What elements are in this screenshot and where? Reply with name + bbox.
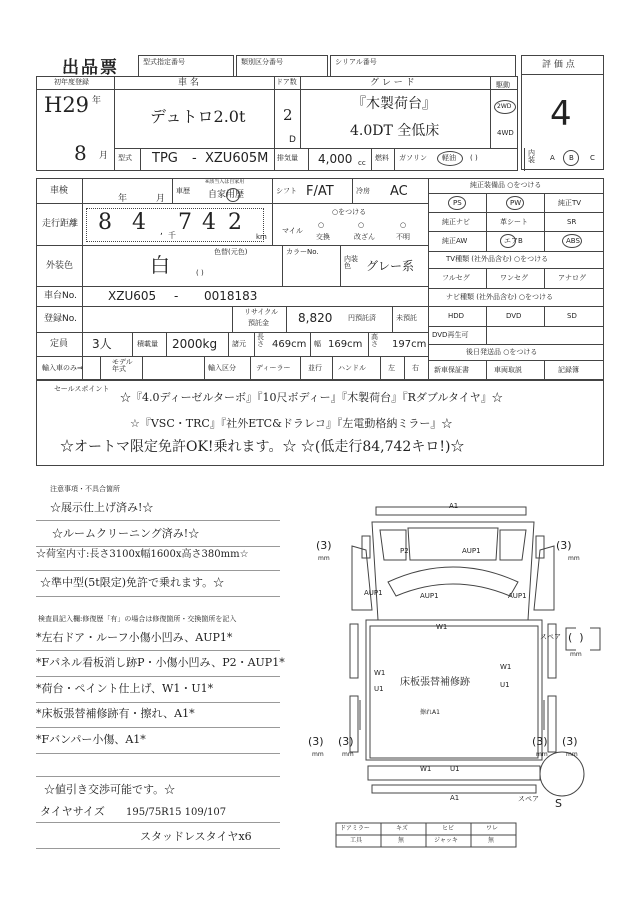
chassis-value: XZU605 xyxy=(108,289,157,303)
fuel-label: 燃料 xyxy=(375,154,389,162)
disp-label: 排気量 xyxy=(277,154,298,162)
note-2: ☆ルームクリーニング済み!☆ xyxy=(52,527,200,540)
diag-rub: 擦れA1 xyxy=(420,709,440,716)
mileage-tsukeru: ○をつける xyxy=(332,208,367,216)
registration-label: 登録No. xyxy=(44,314,77,324)
fuel-gasoline[interactable]: ガソリン xyxy=(399,154,427,162)
inspector-label: 検査員記入欄:修復歴「有」の場合は修復箇所・交換箇所を記入 xyxy=(38,615,237,623)
tire-rl2-unit: mm xyxy=(342,751,354,758)
type-no-label: 型式指定番号 xyxy=(143,58,185,66)
equip-tv[interactable]: 純正TV xyxy=(558,199,582,207)
hgt-label: 高さ xyxy=(371,333,378,348)
tv-analog[interactable]: アナログ xyxy=(558,274,586,282)
model-value: XZU605M xyxy=(205,151,269,166)
diag-spare2-value: S xyxy=(555,797,562,810)
recycle-label-2: 預託金 xyxy=(248,319,269,327)
grade-line2: 4.0DT 全低床 xyxy=(350,123,440,139)
diag-floor: 床板張替補修跡 xyxy=(400,677,470,688)
diag-w1-left: W1 xyxy=(374,669,386,677)
shift-label: シフト xyxy=(276,187,297,195)
navi-dvd[interactable]: DVD xyxy=(506,312,522,320)
exterior-color: 白 xyxy=(150,253,170,277)
diag-w1-bottom: W1 xyxy=(420,765,432,773)
colorno2-label: カラーNo. xyxy=(286,248,319,256)
tire-rl2-value: (3) xyxy=(338,735,354,748)
wid-value: 169cm xyxy=(328,339,363,350)
note-1: ☆展示仕上げ済み!☆ xyxy=(50,501,154,514)
sales-label: セールスポイント xyxy=(54,385,110,393)
drive-4wd[interactable]: 4WD xyxy=(497,129,514,137)
tire-rr1-unit: mm xyxy=(536,751,548,758)
mileage-unit: km xyxy=(256,233,267,241)
tool-r2: 無 xyxy=(398,837,405,844)
history-value: 自家用歴 xyxy=(208,190,245,200)
load-value: 2000kg xyxy=(172,337,218,351)
handle-left[interactable]: 左 xyxy=(388,364,395,372)
interior-b: B xyxy=(569,154,574,162)
fuel-other: ( ) xyxy=(470,154,478,162)
grade-label: グ レ ー ド xyxy=(370,78,415,88)
recycle-value: 8,820 xyxy=(298,311,333,325)
score-value: 4 xyxy=(550,94,572,134)
diag-p2: P2 xyxy=(400,547,409,555)
tool-h3: ヒビ xyxy=(442,825,455,832)
diag-w1-top: W1 xyxy=(436,623,448,631)
recycle-unit: 円預託済 xyxy=(348,314,376,322)
shaken-month-unit: 月 xyxy=(156,194,166,204)
model-prefix: TPG xyxy=(152,151,178,166)
chassis-number: 0018183 xyxy=(204,289,258,303)
mileage-digit-5: 2 xyxy=(228,210,242,235)
diag-a1-bottom: A1 xyxy=(450,794,460,802)
mileage-thousand: 千 xyxy=(168,231,176,240)
tire-rr2-unit: mm xyxy=(566,751,578,758)
first-reg-label: 初年度登録 xyxy=(54,78,89,86)
interior-color: グレー系 xyxy=(366,259,415,273)
recycle-unpaid[interactable]: 未預託 xyxy=(396,314,417,322)
dealer-option[interactable]: ディーラー xyxy=(256,364,291,372)
mileage-label: 走行距離 xyxy=(42,219,79,229)
car-name-label: 車 名 xyxy=(178,78,199,88)
tire-rr2-value: (3) xyxy=(562,735,578,748)
tool-h2: キズ xyxy=(396,825,408,832)
inspector-item-2: *Fパネル看板消し跡P・小傷小凹み、P2・AUP1* xyxy=(36,656,285,669)
chassis-dash: - xyxy=(174,289,179,303)
handle-label: ハンドル xyxy=(338,364,366,372)
opt-tampered[interactable]: 改ざん xyxy=(354,233,375,241)
note-3: ☆荷室内寸:長さ3100x幅1600x高さ380mm☆ xyxy=(36,549,249,560)
diag-spare-label: スペア xyxy=(540,633,561,641)
doors-value: 2 xyxy=(283,106,293,124)
inspector-item-5: *Fバンパー小傷、A1* xyxy=(36,733,146,746)
tool-r4: 無 xyxy=(488,837,495,844)
hgt-value: 197cm xyxy=(392,339,427,350)
mileage-digit-2: 4 xyxy=(132,210,146,235)
after-manual[interactable]: 車両取説 xyxy=(494,366,522,374)
mileage-digit-1: 8 xyxy=(98,210,112,235)
after-title: 後日発送品 ○をつける xyxy=(466,348,538,356)
len-value: 469cm xyxy=(272,339,307,350)
tool-r1: 工具 xyxy=(350,837,363,844)
sales-line1: ☆『4.0ディーゼルターボ』『10尺ボディー』『木製荷台』『Rダブルタイヤ』☆ xyxy=(120,391,503,404)
model-dash: - xyxy=(192,151,197,166)
first-reg-era: H29 xyxy=(44,93,90,117)
equip-leather[interactable]: 革シート xyxy=(500,218,528,226)
diag-a1-top: A1 xyxy=(449,502,459,510)
equip-navi[interactable]: 純正ナビ xyxy=(442,218,470,226)
fuel-diesel: 軽油 xyxy=(442,154,456,162)
car-name: デュトロ2.0t xyxy=(150,107,246,126)
history-note: ※該当入は自家用 xyxy=(205,179,245,185)
capacity-value: 3人 xyxy=(92,337,112,351)
mileage-digit-3: 7 xyxy=(178,210,192,235)
interior-a[interactable]: A xyxy=(550,154,555,162)
tv-full[interactable]: フルセグ xyxy=(442,274,470,282)
inspector-item-4: *床板張替補修跡有・擦れ、A1* xyxy=(36,707,195,720)
interior-c[interactable]: C xyxy=(590,154,595,162)
notes-label: 注意事項・不具合箇所 xyxy=(50,485,120,493)
tire-rl1-unit: mm xyxy=(312,751,324,758)
len-label: 長さ xyxy=(257,333,264,348)
year-unit: 年 xyxy=(92,96,102,106)
tire-rr1-value: (3) xyxy=(532,735,548,748)
tire-rl1-value: (3) xyxy=(308,735,324,748)
navi-sd[interactable]: SD xyxy=(567,312,577,320)
opt-swap[interactable]: 交換 xyxy=(316,233,330,241)
tire-size: 195/75R15 109/107 xyxy=(126,807,227,818)
shaken-year-unit: 年 xyxy=(118,194,128,204)
spare-unit: mm xyxy=(570,651,582,658)
mile-label[interactable]: マイル xyxy=(282,227,303,235)
parallel-option[interactable]: 並行 xyxy=(308,364,322,372)
sales-line3: ☆オートマ限定免許OK!乗れます。☆ ☆(低走行84,742キロ!)☆ xyxy=(60,439,465,455)
diag-u1-left: U1 xyxy=(374,685,384,693)
tire-fl-value: (3) xyxy=(316,539,332,552)
doors-label: ドア数 xyxy=(276,78,297,86)
import-label: 輸入車のみ⇒ xyxy=(42,364,83,372)
history-label: 車歴 xyxy=(176,187,190,195)
equip-aw[interactable]: 純正AW xyxy=(442,237,468,245)
sales-line2: ☆『VSC・TRC』『社外ETC&ドラレコ』『左電動格納ミラー』☆ xyxy=(130,417,453,430)
model-label: 型式 xyxy=(118,154,132,162)
capacity-label: 定員 xyxy=(50,339,69,349)
tool-h1: ドアミラー xyxy=(340,825,370,832)
disp-unit: cc xyxy=(358,159,366,167)
diag-aup1-cab: AUP1 xyxy=(462,547,481,555)
exterior-label: 外装色 xyxy=(46,261,74,271)
equip-sr[interactable]: SR xyxy=(567,218,577,226)
equip-abs: ABS xyxy=(566,237,580,245)
colorno-label: 色替(元色) xyxy=(214,248,248,256)
color-paren: ( ) xyxy=(196,269,204,277)
navi-title: ナビ種類 (社外品含む) ○をつける xyxy=(446,293,554,301)
grade-score-label: 評 価 点 xyxy=(542,60,575,70)
inspector-item-1: *左右ドア・ルーフ小傷小凹み、AUP1* xyxy=(36,631,233,644)
diag-aup1-right: AUP1 xyxy=(508,592,527,600)
mileage-digit-4: 4 xyxy=(202,210,216,235)
import-route-label: 輸入区分 xyxy=(208,364,236,372)
tv-title: TV種類 (社外品含む) ○をつける xyxy=(446,255,549,263)
unknown-circle: ○ xyxy=(400,221,407,229)
shift-value: F/AT xyxy=(306,184,334,199)
ac-label: 冷房 xyxy=(356,187,370,195)
equipment-title: 純正装備品 ○をつける xyxy=(470,181,542,189)
recycle-label-1: リサイクル xyxy=(244,308,279,316)
disp-value: 4,000 xyxy=(318,152,353,166)
price-note: ☆値引き交渉可能です。☆ xyxy=(44,783,176,796)
after-records[interactable]: 記録簿 xyxy=(558,366,579,374)
door-type: D xyxy=(289,135,296,145)
tampered-circle: ○ xyxy=(358,221,365,229)
tire-fr-unit: mm xyxy=(568,555,580,562)
chassis-label: 車台No. xyxy=(44,291,77,301)
tire-fl-unit: mm xyxy=(318,555,330,562)
tool-r3: ジャッキ xyxy=(434,837,458,844)
shaken-label: 車検 xyxy=(50,186,69,196)
diag-aup1-center: AUP1 xyxy=(420,592,439,600)
diag-u1-bottom: U1 xyxy=(450,765,460,773)
interior-label: 内装 xyxy=(528,149,535,164)
month-unit: 月 xyxy=(99,151,109,161)
class-no-label: 類別区分番号 xyxy=(241,58,283,66)
navi-hdd[interactable]: HDD xyxy=(448,312,465,320)
spare-bracket: ( ) xyxy=(568,631,584,644)
wid-label: 幅 xyxy=(314,340,321,348)
equip-pw: PW xyxy=(510,199,522,207)
diag-aup1-left: AUP1 xyxy=(364,589,383,597)
mileage-sep: , xyxy=(160,227,163,237)
diag-w1-right: W1 xyxy=(500,663,512,671)
model-year-label: モデル年式 xyxy=(112,358,133,373)
tire-label: タイヤサイズ xyxy=(40,805,105,818)
inspector-item-3: *荷台・ペイント仕上げ、W1・U1* xyxy=(36,682,214,695)
swap-circle: ○ xyxy=(318,221,325,229)
dims-label: 諸元 xyxy=(232,340,246,348)
opt-unknown[interactable]: 不明 xyxy=(396,233,410,241)
drive-2wd: 2WD xyxy=(497,103,512,110)
note-4: ☆準中型(5t限定)免許で乗れます。☆ xyxy=(40,576,225,589)
after-warranty[interactable]: 新車保証書 xyxy=(434,366,469,374)
tool-h4: ワレ xyxy=(486,825,499,832)
equip-ps: PS xyxy=(453,199,462,207)
diag-spare2-label: スペア xyxy=(518,795,539,803)
serial-label: シリアル番号 xyxy=(335,58,377,66)
ac-value: AC xyxy=(390,184,408,199)
studless: スタッドレスタイヤx6 xyxy=(140,830,252,843)
page-title: 出品票 xyxy=(62,58,119,78)
grade-line1: 『木製荷台』 xyxy=(352,96,436,112)
tire-fr-value: (3) xyxy=(556,539,572,552)
load-label: 積載量 xyxy=(137,340,158,348)
first-reg-month: 8 xyxy=(74,141,87,165)
equip-airbag: エアB xyxy=(504,237,523,245)
diag-u1-right: U1 xyxy=(500,681,510,689)
interior-color-label: 内装色 xyxy=(344,255,358,270)
drive-label: 駆動 xyxy=(496,81,510,89)
handle-right[interactable]: 右 xyxy=(412,364,419,372)
tv-one[interactable]: ワンセグ xyxy=(500,274,528,282)
dvd-label: DVD再生可 xyxy=(432,331,469,339)
